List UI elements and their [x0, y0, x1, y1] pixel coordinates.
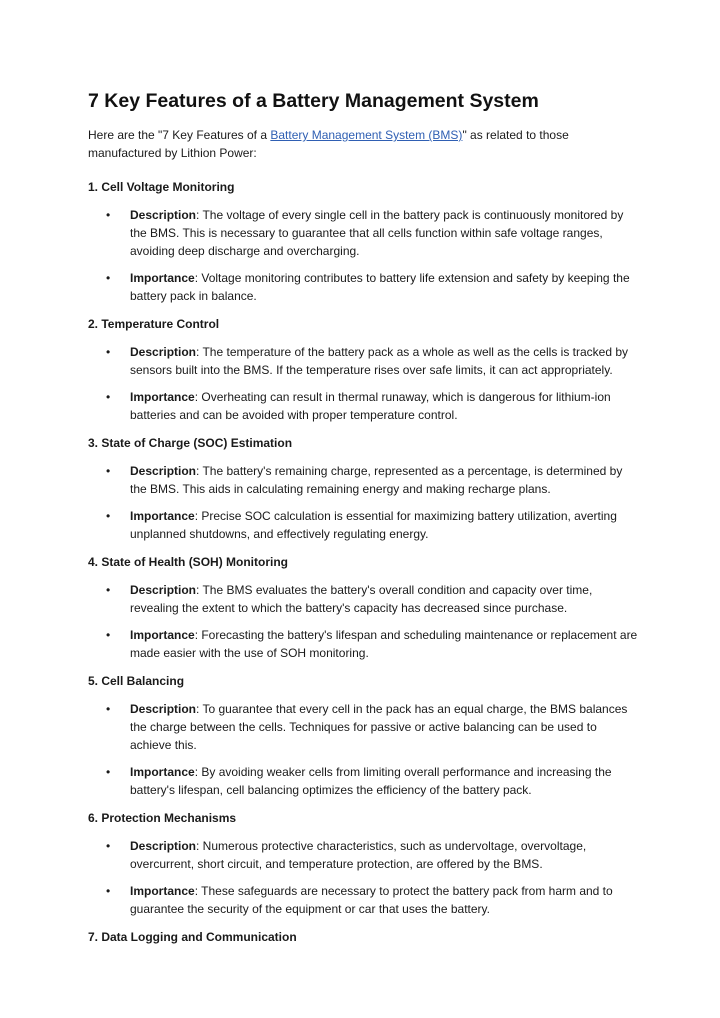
section-heading: 4. State of Health (SOH) Monitoring: [88, 555, 288, 569]
feature-section: [88, 928, 640, 946]
list-item: [88, 462, 640, 498]
item-text: : The voltage of every single cell in the battery pack is continuously monitored by the BMS. This is necessary to guarantee that all cells function within safe voltage ranges, avoiding deep discharge and overcharging.: [130, 208, 624, 258]
intro-text-after: " as related to those manufactured by Lithion Power:: [88, 128, 569, 160]
item-text: : The battery's remaining charge, represented as a percentage, is determined by the BMS. This aids in calculating remaining energy and making recharge plans.: [130, 464, 623, 496]
section-heading: 3. State of Charge (SOC) Estimation: [88, 436, 293, 450]
list-item: [88, 837, 640, 873]
bullet-list: [88, 837, 640, 918]
item-text: : By avoiding weaker cells from limiting overall performance and increasing the battery's lifespan, cell balancing optimizes the efficiency of the battery pack.: [130, 765, 612, 797]
bullet-list: [88, 343, 640, 424]
section-heading: 5. Cell Balancing: [88, 674, 185, 688]
feature-section: [88, 672, 640, 799]
item-term: Importance: [130, 765, 195, 779]
section-heading: 7. Data Logging and Communication: [88, 930, 297, 944]
bullet-icon: •: [106, 390, 111, 404]
item-text: : The BMS evaluates the battery's overall condition and capacity over time, revealing the extent to which the battery's capacity has decreased since purchase.: [130, 583, 593, 615]
item-text: : These safeguards are necessary to protect the battery pack from harm and to guarantee the security of the equipment or car that uses the battery.: [130, 884, 613, 916]
item-term: Description: [130, 208, 197, 222]
item-text: : Numerous protective characteristics, such as undervoltage, overvoltage, overcurrent, short circuit, and temperature protection, are offered by the BMS.: [130, 839, 587, 871]
document-page: [88, 88, 640, 956]
item-text: : Precise SOC calculation is essential for maximizing battery utilization, averting unplanned shutdowns, and effectively regulating energy.: [130, 509, 617, 541]
feature-section: [88, 809, 640, 918]
feature-section: [88, 315, 640, 424]
bullet-list: [88, 581, 640, 662]
list-item: [88, 269, 640, 305]
bullet-icon: •: [106, 345, 111, 359]
bullet-icon: •: [106, 884, 111, 898]
item-term: Description: [130, 345, 197, 359]
list-item: [88, 626, 640, 662]
item-text: : Voltage monitoring contributes to battery life extension and safety by keeping the battery pack in balance.: [130, 271, 630, 303]
bullet-icon: •: [106, 271, 111, 285]
feature-section: [88, 553, 640, 662]
list-item: [88, 343, 640, 379]
list-item: [88, 882, 640, 918]
section-heading: 2. Temperature Control: [88, 317, 220, 331]
item-text: : The temperature of the battery pack as a whole as well as the cells is tracked by sensors built into the BMS. If the temperature rises over safe limits, it can act appropriately.: [130, 345, 629, 377]
list-item: [88, 763, 640, 799]
intro-paragraph: [88, 126, 640, 162]
bullet-icon: •: [106, 583, 111, 597]
intro-text-before: Here are the "7 Key Features of a: [88, 128, 271, 142]
item-term: Description: [130, 464, 197, 478]
item-term: Importance: [130, 271, 195, 285]
list-item: [88, 206, 640, 260]
item-text: : To guarantee that every cell in the pack has an equal charge, the BMS balances the charge between the cells. Techniques for passive or active balancing can be used to achieve this.: [130, 702, 628, 752]
item-term: Importance: [130, 628, 195, 642]
item-term: Description: [130, 702, 197, 716]
feature-section: [88, 434, 640, 543]
item-text: : Overheating can result in thermal runaway, which is dangerous for lithium-ion batteries and can be avoided with proper temperature control.: [130, 390, 611, 422]
feature-sections: [88, 178, 640, 946]
list-item: [88, 700, 640, 754]
item-term: Importance: [130, 390, 195, 404]
item-term: Description: [130, 583, 197, 597]
section-heading: 6. Protection Mechanisms: [88, 811, 237, 825]
list-item: [88, 388, 640, 424]
bullet-list: [88, 700, 640, 799]
bms-link[interactable]: Battery Management System (BMS): [270, 128, 463, 142]
item-text: : Forecasting the battery's lifespan and scheduling maintenance or replacement are made easier with the use of SOH monitoring.: [130, 628, 638, 660]
feature-section: [88, 178, 640, 305]
list-item: [88, 507, 640, 543]
item-term: Importance: [130, 884, 195, 898]
bullet-list: [88, 206, 640, 305]
item-term: Importance: [130, 509, 195, 523]
bullet-icon: •: [106, 208, 111, 222]
list-item: [88, 581, 640, 617]
bullet-icon: •: [106, 765, 111, 779]
bullet-icon: •: [106, 628, 111, 642]
page-title: 7 Key Features of a Battery Management System: [88, 90, 539, 112]
section-heading: 1. Cell Voltage Monitoring: [88, 180, 235, 194]
item-term: Description: [130, 839, 197, 853]
bullet-icon: •: [106, 839, 111, 853]
bullet-icon: •: [106, 464, 111, 478]
bullet-icon: •: [106, 702, 111, 716]
bullet-icon: •: [106, 509, 111, 523]
bullet-list: [88, 462, 640, 543]
